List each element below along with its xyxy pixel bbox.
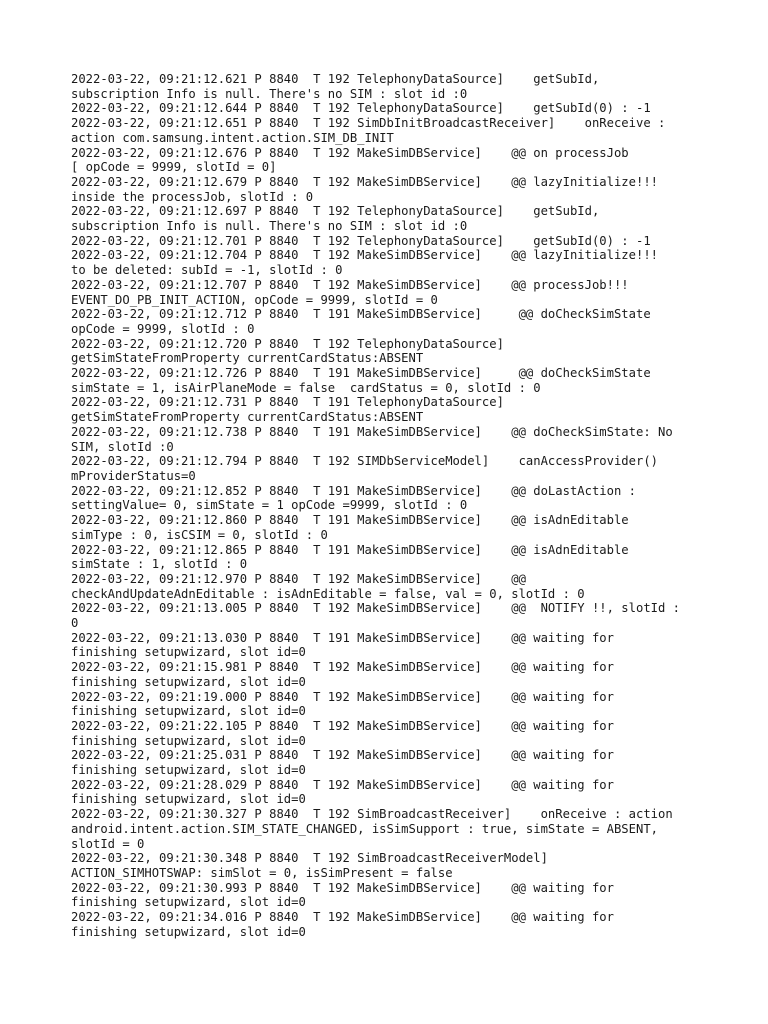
log-entry: 2022-03-22, 09:21:12.738 P 8840 T 191 MakeSimDBService] @@ doCheckSimState: No SIM, slotId :0 (71, 424, 673, 454)
log-entry: 2022-03-22, 09:21:28.029 P 8840 T 192 MakeSimDBService] @@ waiting for finishing setupwizard, slot id=0 (71, 777, 614, 807)
log-entry: 2022-03-22, 09:21:30.327 P 8840 T 192 SimBroadcastReceiver] onReceive : action android.intent.action.SIM_STATE_CHANGED, isSimSupport : true, simState = ABSENT, slotId = 0 (71, 807, 673, 851)
log-entry: 2022-03-22, 09:21:34.016 P 8840 T 192 MakeSimDBService] @@ waiting for finishing setupwizard, slot id=0 (71, 910, 614, 939)
log-entry: 2022-03-22, 09:21:12.621 P 8840 T 192 TelephonyDataSource] getSubId, subscription Info is null. There's no SIM : slot id :0 (71, 72, 600, 101)
log-entry: 2022-03-22, 09:21:12.704 P 8840 T 192 MakeSimDBService] @@ lazyInitialize!!! to be deleted: subId = -1, slotId : 0 (71, 248, 658, 278)
log-entry: 2022-03-22, 09:21:15.981 P 8840 T 192 MakeSimDBService] @@ waiting for finishing setupwizard, slot id=0 (71, 660, 614, 689)
log-entry: 2022-03-22, 09:21:12.865 P 8840 T 191 MakeSimDBService] @@ isAdnEditable simState : 1, slotId : 0 (71, 542, 629, 572)
log-entry: 2022-03-22, 09:21:22.105 P 8840 T 192 MakeSimDBService] @@ waiting for finishing setupwizard, slot id=0 (71, 718, 614, 748)
log-entry: 2022-03-22, 09:21:12.712 P 8840 T 191 MakeSimDBService] @@ doCheckSimState opCode = 9999, slotId : 0 (71, 307, 651, 336)
log-entry: 2022-03-22, 09:21:30.993 P 8840 T 192 MakeSimDBService] @@ waiting for finishing setupwizard, slot id=0 (71, 880, 614, 910)
log-entry: 2022-03-22, 09:21:12.644 P 8840 T 192 TelephonyDataSource] getSubId(0) : -1 (71, 101, 651, 116)
log-entry: 2022-03-22, 09:21:12.731 P 8840 T 191 TelephonyDataSource] getSimStateFromProperty currentCardStatus:ABSENT (71, 395, 504, 425)
log-entry: 2022-03-22, 09:21:13.030 P 8840 T 191 MakeSimDBService] @@ waiting for finishing setupwizard, slot id=0 (71, 630, 614, 660)
log-entry: 2022-03-22, 09:21:25.031 P 8840 T 192 MakeSimDBService] @@ waiting for finishing setupwizard, slot id=0 (71, 748, 614, 778)
log-entry: 2022-03-22, 09:21:12.852 P 8840 T 191 MakeSimDBService] @@ doLastAction : settingValue= 0, simState = 1 opCode =9999, slotId : 0 (71, 483, 636, 513)
log-entry: 2022-03-22, 09:21:19.000 P 8840 T 192 MakeSimDBService] @@ waiting for finishing setupwizard, slot id=0 (71, 689, 614, 719)
log-entry: 2022-03-22, 09:21:12.707 P 8840 T 192 MakeSimDBService] @@ processJob!!! EVENT_DO_PB_INIT_ACTION, opCode = 9999, slotId = 0 (71, 277, 629, 307)
log-entry: 2022-03-22, 09:21:12.720 P 8840 T 192 TelephonyDataSource] getSimStateFromProperty currentCardStatus:ABSENT (71, 336, 504, 366)
log-entry: 2022-03-22, 09:21:12.970 P 8840 T 192 MakeSimDBService] @@ checkAndUpdateAdnEditable : isAdnEditable = false, val = 0, slotId : 0 (71, 571, 585, 601)
log-entry: 2022-03-22, 09:21:12.651 P 8840 T 192 SimDbInitBroadcastReceiver] onReceive : action com.samsung.intent.action.SIM_DB_INIT (71, 116, 666, 145)
log-entry: 2022-03-22, 09:21:12.860 P 8840 T 191 MakeSimDBService] @@ isAdnEditable simType : 0, isCSIM = 0, slotId : 0 (71, 513, 629, 542)
log-entry: 2022-03-22, 09:21:12.701 P 8840 T 192 TelephonyDataSource] getSubId(0) : -1 (71, 233, 651, 248)
log-entry: 2022-03-22, 09:21:12.679 P 8840 T 192 MakeSimDBService] @@ lazyInitialize!!! inside the processJob, slotId : 0 (71, 174, 658, 204)
log-entry: 2022-03-22, 09:21:12.676 P 8840 T 192 MakeSimDBService] @@ on processJob [ opCode = 9999, slotId = 0] (71, 145, 629, 175)
log-entry: 2022-03-22, 09:21:12.726 P 8840 T 191 MakeSimDBService] @@ doCheckSimState simState = 1, isAirPlaneMode = false cardStatus = 0, slotId : 0 (71, 366, 651, 395)
log-entry: 2022-03-22, 09:21:13.005 P 8840 T 192 MakeSimDBService] @@ NOTIFY !!, slotId : 0 (71, 601, 681, 631)
log-entry: 2022-03-22, 09:21:30.348 P 8840 T 192 SimBroadcastReceiverModel] ACTION_SIMHOTSWAP: simSlot = 0, isSimPresent = false (71, 851, 548, 880)
log-text (71, 72, 701, 939)
log-entry: 2022-03-22, 09:21:12.697 P 8840 T 192 TelephonyDataSource] getSubId, subscription Info is null. There's no SIM : slot id :0 (71, 204, 600, 234)
log-entry: 2022-03-22, 09:21:12.794 P 8840 T 192 SIMDbServiceModel] canAccessProvider() mProviderStatus=0 (71, 454, 658, 483)
